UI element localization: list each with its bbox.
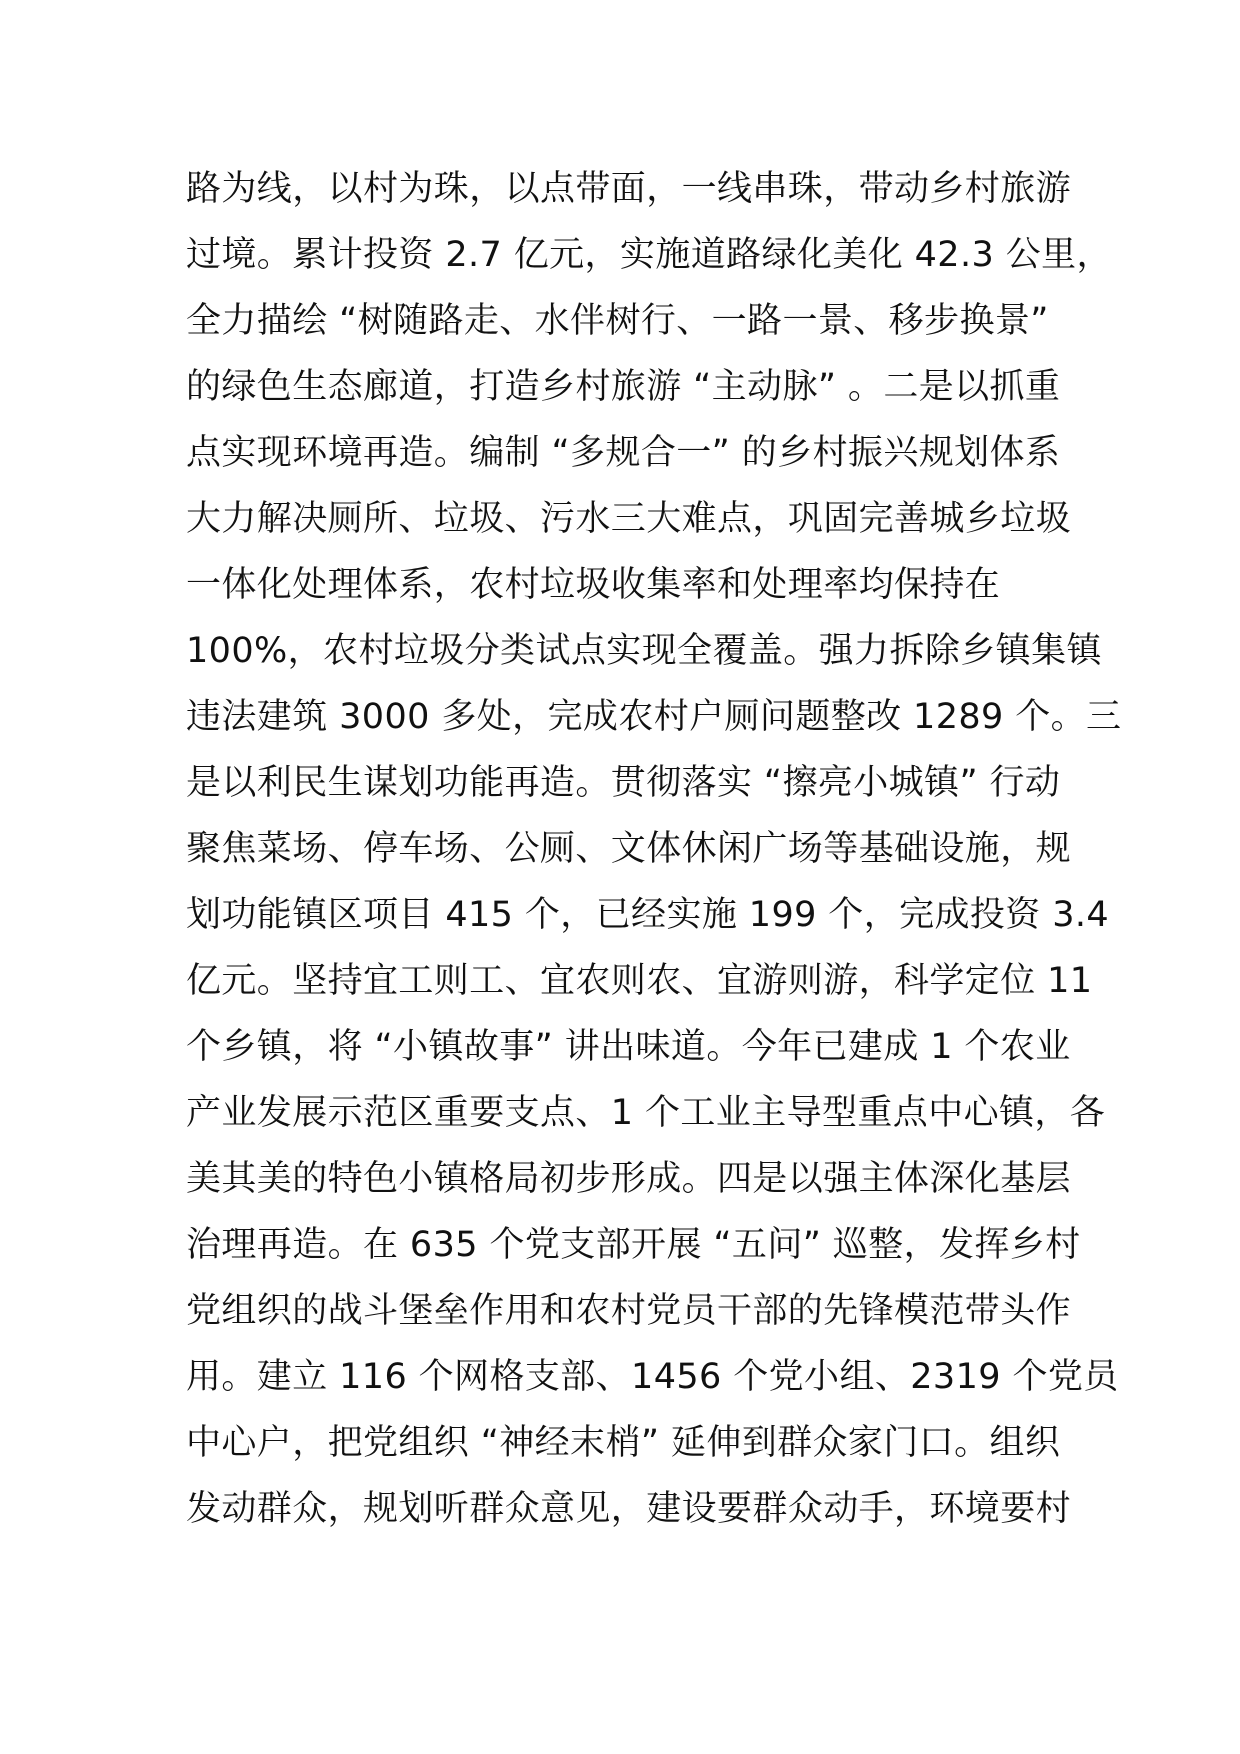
text-line: 的绿色生态廊道，打造乡村旅游 “主动脉” 。二是以抓重 [186, 367, 1061, 407]
text-line: 个乡镇，将 “小镇故事” 讲出味道。今年已建成 1 个农业 [186, 1027, 1071, 1067]
text-line: 过境。累计投资 2.7 亿元，实施道路绿化美化 42.3 公里， [186, 235, 1112, 275]
body-text [186, 156, 1122, 1542]
text-line: 用。建立 116 个网格支部、1456 个党小组、2319 个党员 [186, 1357, 1119, 1397]
text-line: 全力描绘 “树随路走、水伴树行、一路一景、移步换景” [186, 301, 1049, 341]
text-line: 一体化处理体系，农村垃圾收集率和处理率均保持在 [186, 565, 1001, 605]
text-line: 100%，农村垃圾分类试点实现全覆盖。强力拆除乡镇集镇 [186, 631, 1102, 671]
text-line: 大力解决厕所、垃圾、污水三大难点，巩固完善城乡垃圾 [186, 499, 1072, 539]
text-line: 发动群众，规划听群众意见，建设要群众动手，环境要村 [186, 1489, 1072, 1529]
text-line: 违法建筑 3000 多处，完成农村户厕问题整改 1289 个。三 [186, 697, 1122, 737]
text-line: 美其美的特色小镇格局初步形成。四是以强主体深化基层 [186, 1159, 1072, 1199]
text-line: 治理再造。在 635 个党支部开展 “五问” 巡整，发挥乡村 [186, 1225, 1081, 1265]
text-line: 点实现环境再造。编制 “多规合一” 的乡村振兴规划体系 [186, 433, 1061, 473]
text-line: 是以利民生谋划功能再造。贯彻落实 “擦亮小城镇” 行动 [186, 763, 1061, 803]
text-line: 划功能镇区项目 415 个，已经实施 199 个，完成投资 3.4 [186, 895, 1110, 935]
text-line: 路为线，以村为珠，以点带面，一线串珠，带动乡村旅游 [186, 169, 1072, 209]
text-line: 聚焦菜场、停车场、公厕、文体休闲广场等基础设施，规 [186, 829, 1072, 869]
text-line: 党组织的战斗堡垒作用和农村党员干部的先锋模范带头作 [186, 1291, 1072, 1331]
text-line: 亿元。坚持宜工则工、宜农则农、宜游则游，科学定位 11 [186, 961, 1093, 1001]
text-line: 产业发展示范区重要支点、1 个工业主导型重点中心镇，各 [186, 1093, 1106, 1133]
text-line: 中心户，把党组织 “神经末梢” 延伸到群众家门口。组织 [186, 1423, 1061, 1463]
